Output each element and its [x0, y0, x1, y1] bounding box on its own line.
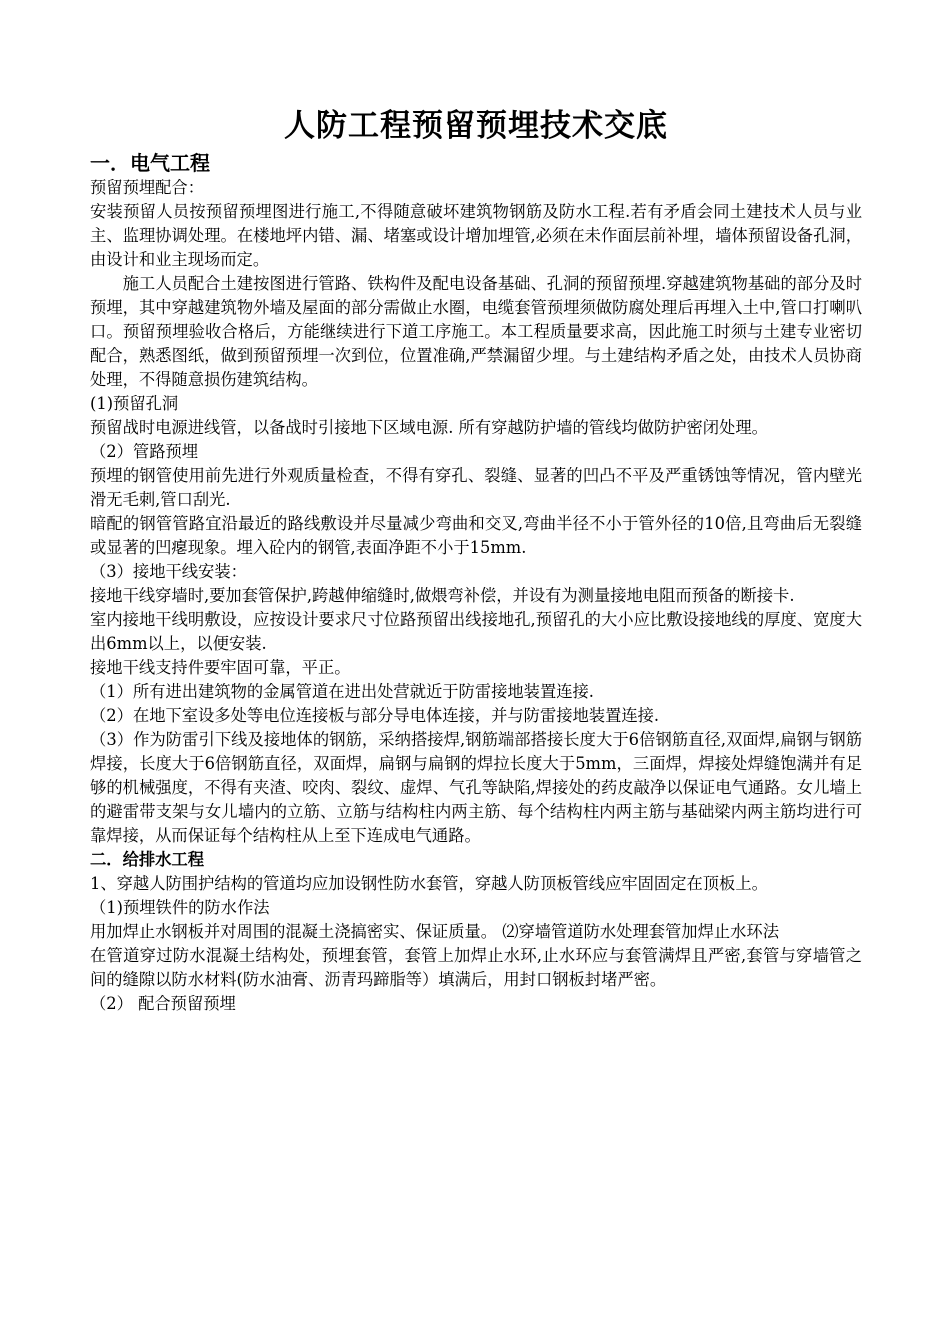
paragraph: 安装预留人员按预留预埋图进行施工,不得随意破坏建筑物钢筋及防水工程.若有矛盾会同土建技术人员与业主、监理协调处理。在楼地坪内错、漏、堵塞或设计增加埋管,必须在未作面层前补埋，墙体预留设备孔洞，由设计和业主现场而定。 — [90, 202, 862, 269]
paragraph: 用加焊止水钢板并对周围的混凝土浇搞密实、保证质量。 ⑵穿墙管道防水处理套管加焊止水环法 — [90, 922, 779, 941]
subheading: (1)预留孔洞 — [90, 394, 179, 413]
subheading: （2）管路预埋 — [90, 442, 199, 461]
paragraph: 暗配的钢管管路宜沿最近的路线敷设并尽量减少弯曲和交叉,弯曲半径不小于管外径的10倍,且弯曲后无裂缝或显著的凹瘪现象。埋入砼内的钢管,表面净距不小于15mm. — [90, 514, 862, 557]
paragraph: 1、穿越人防围护结构的管道均应加设钢性防水套管，穿越人防顶板管线应牢固固定在顶板上。 — [90, 874, 768, 893]
paragraph: 施工人员配合土建按图进行管路、铁构件及配电设备基础、孔洞的预留预埋.穿越建筑物基础的部分及时预埋，其中穿越建筑物外墙及屋面的部分需做止水圈，电缆套管预埋须做防腐处理后再埋入土中,管口打喇叭口。预留预埋验收合格后，方能继续进行下道工序施工。本工程质量要求高，因此施工时须与土建专业密切配合，熟悉图纸，做到预留预埋一次到位，位置准确,严禁漏留少埋。与土建结构矛盾之处，由技术人员协商处理，不得随意损伤建筑结构。 — [90, 274, 862, 389]
subheading: （1)预埋铁件的防水作法 — [90, 898, 270, 917]
list-item: （1）所有进出建筑物的金属管道在进出处营就近于防雷接地装置连接. — [90, 682, 594, 701]
paragraph: 室内接地干线明敷设，应按设计要求尺寸位路预留出线接地孔,预留孔的大小应比敷设接地线的厚度、宽度大出6mm以上，以便安装. — [90, 610, 862, 653]
paragraph: 接地干线穿墙时,要加套管保护,跨越伸缩缝时,做煨弯补偿，并设有为测量接地电阻而预备的断接卡. — [90, 586, 795, 605]
list-item: （2）在地下室设多处等电位连接板与部分导电体连接，并与防雷接地装置连接. — [90, 706, 660, 725]
paragraph: 接地干线支持件要牢固可靠，平正。 — [90, 658, 351, 677]
paragraph: 预留战时电源进线管，以备战时引接地下区域电源. 所有穿越防护墙的管线均做防护密闭处理。 — [90, 418, 768, 437]
paragraph: 预留预埋配合： — [90, 178, 204, 197]
paragraph: 在管道穿过防水混凝土结构处，预埋套管，套管上加焊止水环,止水环应与套管满焊且严密,套管与穿墙管之间的缝隙以防水材料(防水油膏、沥青玛蹄脂等）填满后，用封口钢板封堵严密。 — [90, 946, 862, 989]
section-heading-electrical: 一．电气工程 — [90, 151, 210, 175]
paragraph: 预埋的钢管使用前先进行外观质量检查，不得有穿孔、裂缝、显著的凹凸不平及严重锈蚀等情况，管内壁光滑无毛刺,管口刮光. — [90, 466, 862, 509]
list-item: （3）作为防雷引下线及接地体的钢筋，采纳搭接焊,钢筋端部搭接长度大于6倍钢筋直径,双面焊,扁钢与钢筋焊接，长度大于6倍钢筋直径，双面焊，扁钢与扁钢的焊拉长度大于5mm，三面焊，焊接处焊缝饱满并有足够的机械强度，不得有夹渣、咬肉、裂纹、虚焊、气孔等缺陷,焊接处的药皮敲净以保证电气通路。女儿墙上的避雷带支架与女儿墙内的立筋、立筋与结构柱内两主筋、每个结构柱内两主筋与基础梁内两主筋均进行可靠焊接，从而保证每个结构柱从上至下连成电气通路。 — [90, 730, 862, 845]
subheading: （3）接地干线安装： — [90, 562, 247, 581]
subheading: （2） 配合预留预埋 — [90, 994, 236, 1013]
document-page — [90, 100, 862, 1016]
document-title: 人防工程预留预埋技术交底 — [284, 108, 668, 144]
section-heading-plumbing: 二．给排水工程 — [90, 850, 204, 869]
